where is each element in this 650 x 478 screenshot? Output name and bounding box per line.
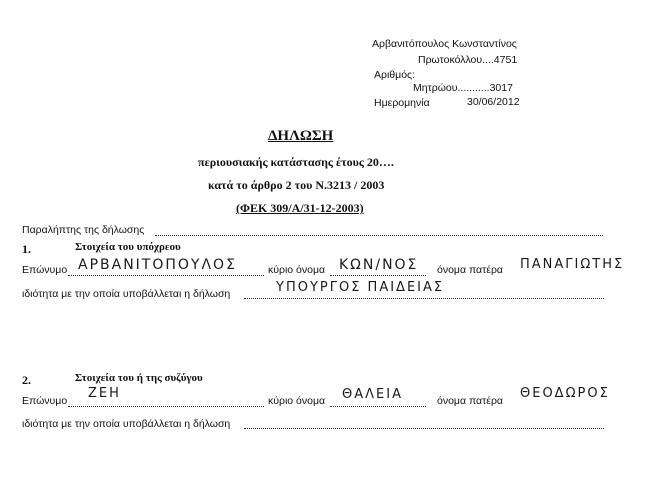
protocol-number: Πρωτοκόλλου....4751 <box>418 54 518 66</box>
section-2-firstname-line <box>330 406 426 407</box>
section-1-capacity-value: ΥΠΟΥΡΓΟΣ ΠΑΙΔΕΙΑΣ <box>276 280 445 295</box>
section-2-heading: Στοιχεία του ή της συζύγου <box>75 372 203 384</box>
section-1-surname-label: Επώνυμο <box>22 264 68 276</box>
title-line-2: κατά το άρθρο 2 του Ν.3213 / 2003 <box>208 178 385 192</box>
title-line-1: περιουσιακής κατάστασης έτους 20…. <box>198 155 394 169</box>
section-1-heading: Στοιχεία του υπόχρεου <box>75 241 181 253</box>
section-1-capacity-label: ιδιότητα με την οποία υποβάλλεται η δήλωση <box>22 288 231 300</box>
section-2-capacity-line <box>244 428 604 429</box>
section-2-father-label: όνομα πατέρα <box>437 395 504 407</box>
section-1-firstname-value: ΚΩΝ/ΝΟΣ <box>339 257 419 273</box>
section-1-firstname-line <box>330 275 426 276</box>
section-2-surname-label: Επώνυμο <box>22 395 68 407</box>
recipient-label: Παραλήπτης της δήλωσης <box>22 224 145 236</box>
date-value: 30/06/2012 <box>467 96 520 108</box>
section-1-number: 1. <box>22 242 31 256</box>
registry-number: Μητρώου...........3017 <box>413 82 513 94</box>
section-2-firstname-label: κύριο όνομα <box>268 395 326 407</box>
section-1-father-label: όνομα πατέρα <box>437 264 504 276</box>
date-label: Ημερομηνία <box>374 97 430 109</box>
number-label: Αριθμός: <box>374 69 416 81</box>
section-2-surname-line <box>68 406 264 407</box>
document-title: ΔΗΛΩΣΗ <box>268 128 334 144</box>
section-2-capacity-label: ιδιότητα με την οποία υποβάλλεται η δήλωση <box>22 418 231 430</box>
section-1-surname-value: ΑΡΒΑΝΙΤΟΠΟΥΛΟΣ <box>78 257 237 273</box>
section-2-firstname-value: ΘΑΛΕΙΑ <box>342 387 403 402</box>
section-1-surname-line <box>68 275 264 276</box>
recipient-field <box>155 235 603 236</box>
declarant-name: Αρβανιτόπουλος Κωνσταντίνος <box>372 38 517 50</box>
section-1-firstname-label: κύριο όνομα <box>268 264 326 276</box>
title-line-3: (ΦΕΚ 309/Α/31-12-2003) <box>236 201 364 215</box>
section-2-number: 2. <box>22 373 31 387</box>
section-2-father-value: ΘΕΟΔΩΡΟΣ <box>520 386 610 401</box>
section-1-father-value: ΠΑΝΑΓΙΩΤΗΣ <box>520 257 625 272</box>
section-1-capacity-line <box>244 298 604 299</box>
section-2-surname-value: ΖΕΗ <box>88 386 121 401</box>
